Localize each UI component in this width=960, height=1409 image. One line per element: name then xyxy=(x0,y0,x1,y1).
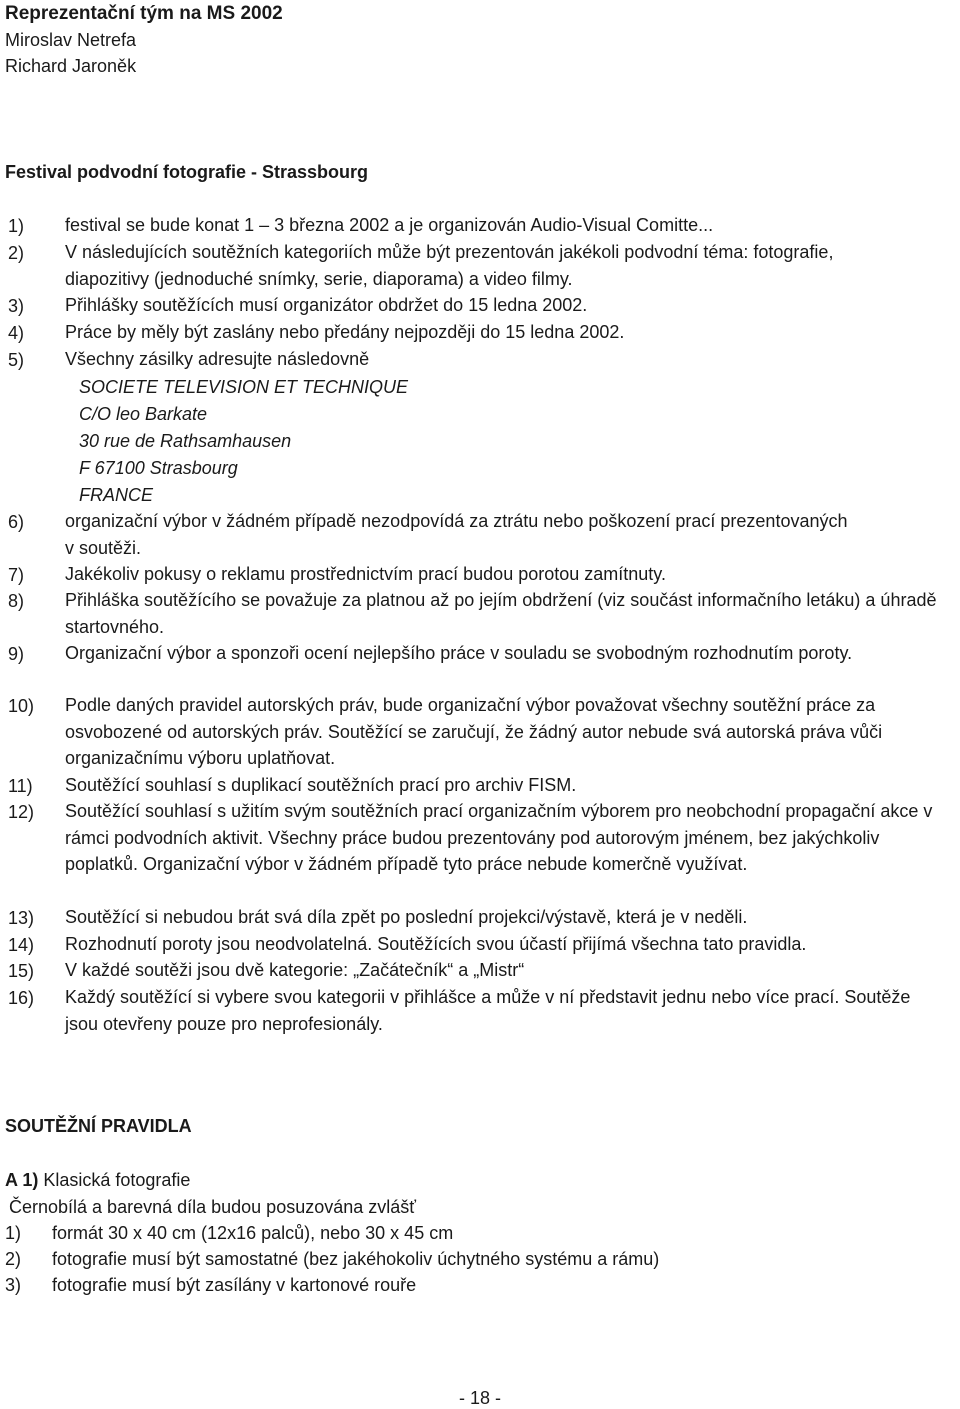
list-item: Podle daných pravidel autorských práv, bude organizační výbor považovat všechny soutěžní práce za osvobozené od autorských práv. Soutěžící se zaručují, že žádný autor nebude svá autorská práva vůči organizačnímu výboru uplatňovat. xyxy=(65,695,883,769)
list-number: 3) xyxy=(8,296,25,316)
list-number: 15) xyxy=(8,961,35,981)
list-item: Přihláška soutěžícího se považuje za platnou až po jejím obdržení (viz součást informačního letáku) a úhradě startovného. xyxy=(65,590,937,637)
list-item: Přihlášky soutěžících musí organizátor obdržet do 15 ledna 2002. xyxy=(65,295,588,315)
list-item: Organizační výbor a sponzoři ocení nejlepšího práce v souladu se svobodným rozhodnutím poroty. xyxy=(65,643,853,663)
category-name: Klasická fotografie xyxy=(43,1170,191,1190)
list-number: 4) xyxy=(8,323,25,343)
list-item: Všechny zásilky adresujte následovně xyxy=(65,349,370,369)
list-item: V každé soutěži jsou dvě kategorie: „Začátečník“ a „Mistr“ xyxy=(65,960,525,980)
list-number: 10) xyxy=(8,696,35,716)
list-number: 2) xyxy=(8,243,25,263)
list-item: formát 30 x 40 cm (12x16 palců), nebo 30 x 45 cm xyxy=(52,1223,454,1243)
list-item: Každý soutěžící si vybere svou kategorii v přihlášce a může v ní představit jednu nebo více prací. Soutěže jsou otevřeny pouze pro neprofesionály. xyxy=(65,987,911,1034)
list-number: 12) xyxy=(8,802,35,822)
address-line: C/O leo Barkate xyxy=(79,404,208,424)
list-number: 2) xyxy=(5,1249,22,1269)
list-item: Soutěžící souhlasí s užitím svým soutěžních prací organizačním výborem pro neobchodní propagační akce v rámci podvodních aktivit. Všechny práce budou prezentovány pod autorovým jménem, bez jakýchkoliv poplatků. Organizační výbor v žádném případě tyto práce nebude komerčně využívat. xyxy=(65,801,933,875)
address-line: F 67100 Strasbourg xyxy=(79,458,238,478)
section-title: SOUTĚŽNÍ PRAVIDLA xyxy=(5,1116,192,1136)
list-item: fotografie musí být samostatné (bez jakéhokoliv úchytného systému a rámu) xyxy=(52,1249,660,1269)
author-name: Richard Jaroněk xyxy=(5,56,137,76)
list-number: 1) xyxy=(8,216,25,236)
list-item: fotografie musí být zasílány v kartonové rouře xyxy=(52,1275,417,1295)
list-number: 7) xyxy=(8,565,25,585)
list-number: 3) xyxy=(5,1275,22,1295)
category-code: A 1) xyxy=(5,1170,39,1190)
author-name: Miroslav Netrefa xyxy=(5,30,137,50)
list-item: Práce by měly být zaslány nebo předány nejpozději do 15 ledna 2002. xyxy=(65,322,625,342)
list-item: Soutěžící souhlasí s duplikací soutěžních prací pro archiv FISM. xyxy=(65,775,577,795)
section-title: Festival podvodní fotografie - Strassbourg xyxy=(5,162,369,182)
address-line: 30 rue de Rathsamhausen xyxy=(79,431,292,451)
address-line: FRANCE xyxy=(79,485,154,505)
list-number: 14) xyxy=(8,935,35,955)
list-number: 9) xyxy=(8,644,25,664)
list-number: 16) xyxy=(8,988,35,1008)
page-number: - 18 - xyxy=(458,1388,501,1408)
list-item: Jakékoliv pokusy o reklamu prostřednictvím prací budou porotou zamítnuty. xyxy=(65,564,666,584)
list-number: 5) xyxy=(8,350,25,370)
list-number: 11) xyxy=(8,776,33,796)
list-item: V následujících soutěžních kategoriích může být prezentován jakékoli podvodní téma: fotografie, diapozitivy (jednoduché snímky, serie, diaporama) a video filmy. xyxy=(65,242,834,289)
list-item: Soutěžící si nebudou brát svá díla zpět po poslední projekci/výstavě, která je v neděli. xyxy=(65,907,748,927)
address-line: SOCIETE TELEVISION ET TECHNIQUE xyxy=(79,377,409,397)
category-note: Černobílá a barevná díla budou posuzována zvlášť xyxy=(9,1197,417,1217)
list-number: 8) xyxy=(8,591,25,611)
document-title: Reprezentační tým na MS 2002 xyxy=(5,3,283,24)
list-item: festival se bude konat 1 – 3 března 2002 a je organizován Audio-Visual Comitte... xyxy=(65,215,714,235)
list-item: Rozhodnutí poroty jsou neodvolatelná. Soutěžících svou účastí přijímá všechna tato pravidla. xyxy=(65,934,807,954)
list-number: 13) xyxy=(8,908,35,928)
list-item: organizační výbor v žádném případě nezodpovídá za ztrátu nebo poškození prací prezentovaných v soutěži. xyxy=(65,511,848,558)
list-number: 1) xyxy=(5,1223,22,1243)
list-number: 6) xyxy=(8,512,25,532)
category-heading xyxy=(5,1169,190,1191)
